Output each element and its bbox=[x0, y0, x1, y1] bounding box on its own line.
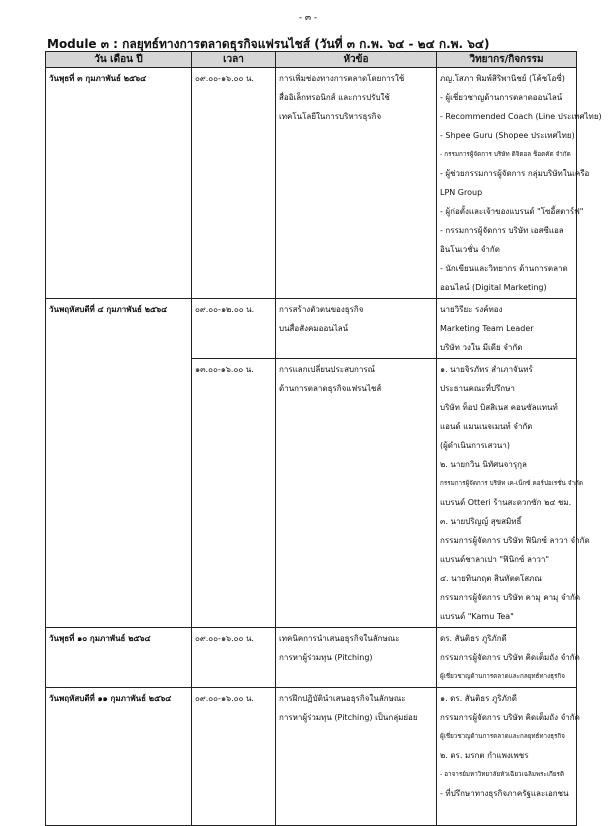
page-number: - ๓ - bbox=[298, 13, 318, 23]
topic-cell bbox=[276, 299, 437, 359]
speaker-line: กรรมการผู้จัดการ บริษัท คิดเต็มถัง จำกัด bbox=[440, 713, 580, 722]
speaker-line: กรรมการผู้จัดการ บริษัท เค-เน็กซ์ คอร์ปอเรชั่น จำกัด bbox=[440, 480, 583, 487]
speaker-line: ๒. ดร. มรกต กำแพงเพชร bbox=[440, 751, 529, 760]
time-cell: ๐๙.๐๐-๑๖.๐๐ น. bbox=[192, 628, 276, 688]
speaker-line: แบรนด์ Otteri ร้านสะดวกซัก ๒๔ ชม. bbox=[440, 498, 572, 507]
topic-cell bbox=[276, 688, 437, 826]
speaker-line: - Recommended Coach (Line ประเทศไทย) bbox=[440, 112, 602, 121]
schedule-table bbox=[45, 51, 602, 826]
date-cell: วันพุธที่ ๓ กุมภาพันธ์ ๒๕๖๔ bbox=[46, 68, 192, 299]
topic-line: การแลกเปลี่ยนประสบการณ์ bbox=[279, 365, 376, 374]
date-cell: วันพุธที่ ๑๐ กุมภาพันธ์ ๒๕๖๔ bbox=[46, 628, 192, 688]
speaker-line: ๒. นายกวิน นิทัศนจารุกุล bbox=[440, 460, 527, 469]
speaker-cell bbox=[437, 628, 580, 688]
topic-cell bbox=[276, 68, 437, 299]
speaker-line: - กรรมการผู้จัดการ บริษัท เอสซีแอล bbox=[440, 226, 564, 235]
topic-line: การฝึกปฏิบัตินำเสนอธุรกิจในลักษณะ bbox=[279, 694, 406, 703]
speaker-line: - นักเขียนและวิทยากร ด้านการตลาด bbox=[440, 264, 568, 273]
speaker-line: ๓. นายปริญญ์ สุขสมิทธิ์ bbox=[440, 517, 522, 526]
speaker-line: ภญ.โสภา พิมพ์สิริพานิชย์ (โค้ชโอซี่) bbox=[440, 74, 565, 83]
speaker-line: กรรมการผู้จัดการ บริษัท คามุ คามุ จำกัด bbox=[440, 593, 581, 602]
speaker-cell bbox=[437, 359, 590, 628]
speaker-line: - อาจารย์มหาวิทยาลัยหัวเฉียวเฉลิมพระเกียรติ bbox=[440, 771, 565, 778]
speaker-line: ผู้เชี่ยวชาญด้านการตลาดและกลยุทธ์ทางธุรกิจ bbox=[440, 733, 565, 740]
table-row bbox=[46, 688, 577, 826]
speaker-cell bbox=[437, 688, 580, 826]
speaker-line: กรรมการผู้จัดการ บริษัท ฟินิกซ์ ลาวา จำกัด bbox=[440, 536, 590, 545]
topic-line: การหาผู้ร่วมทุน (Pitching) bbox=[279, 653, 373, 662]
speaker-line: - ผู้เชี่ยวชาญด้านการตลาดออนไลน์ bbox=[440, 93, 563, 102]
speaker-line: - ที่ปรึกษาทางธุรกิจภาครัฐและเอกชน bbox=[440, 789, 569, 798]
speaker-line: LPN Group bbox=[440, 188, 483, 197]
speaker-line: นายวิรียะ รงค์ทอง bbox=[440, 305, 503, 314]
topic-line: เทคนิคการนำเสนอธุรกิจในลักษณะ bbox=[279, 634, 400, 643]
date-cell: วันพฤหัสบดีที่ ๔ กุมภาพันธ์ ๒๕๖๔ bbox=[46, 299, 192, 628]
time-cell: ๐๙.๐๐-๑๖.๐๐ น. bbox=[192, 68, 276, 299]
topic-line: การหาผู้ร่วมทุน (Pitching) เป็นกลุ่มย่อย bbox=[279, 713, 418, 722]
table-row bbox=[46, 68, 577, 299]
time-cell: ๐๙.๐๐-๑๒.๐๐ น. bbox=[192, 299, 276, 359]
header-speaker: วิทยากร/กิจกรรม bbox=[437, 52, 577, 68]
speaker-line: บริษัท วงใน มีเดีย จำกัด bbox=[440, 343, 523, 352]
speaker-line: - ผู้ช่วยกรรมการผู้จัดการ กลุ่มบริษัทในเครือ bbox=[440, 169, 590, 178]
time-cell: ๑๓.๐๐-๑๖.๐๐ น. bbox=[192, 359, 276, 628]
speaker-line: แบรนด์ "Kamu Tea" bbox=[440, 612, 514, 621]
speaker-line: ออนไลน์ (Digital Marketing) bbox=[440, 283, 547, 292]
topic-line: บนสื่อสังคมออนไลน์ bbox=[279, 324, 349, 333]
speaker-line: ๑. นายจิรภัทร สำเภาจันทร์ bbox=[440, 365, 533, 374]
topic-line: สื่ออิเล็กทรอนิกส์ และการปรับใช้ bbox=[279, 93, 390, 102]
time-cell: ๐๙.๐๐-๑๖.๐๐ น. bbox=[192, 688, 276, 826]
speaker-line: ๔. นายทินกฤต สินทัตตโสภณ bbox=[440, 574, 542, 583]
topic-cell bbox=[276, 628, 437, 688]
speaker-line: กรรมการผู้จัดการ บริษัท คิดเต็มถัง จำกัด bbox=[440, 653, 580, 662]
header-topic: หัวข้อ bbox=[276, 52, 437, 68]
speaker-line: อินโนเวชั่น จำกัด bbox=[440, 245, 500, 254]
speaker-line: Marketing Team Leader bbox=[440, 324, 534, 333]
topic-line: เทคโนโลยีในการบริหารธุรกิจ bbox=[279, 112, 382, 121]
speaker-cell bbox=[437, 68, 602, 299]
speaker-line: - กรรมการผู้จัดการ บริษัท ดิจิตอล ช็อตคัต จำกัด bbox=[440, 151, 571, 158]
header-time: เวลา bbox=[192, 52, 276, 68]
speaker-line: แอนด์ แมนเนจเมนท์ จำกัด bbox=[440, 422, 533, 431]
speaker-line: แบรนด์ชาลาเปา "ฟินิกซ์ ลาวา" bbox=[440, 555, 550, 564]
speaker-line: ดร. สันติธร ภูริภักดี bbox=[440, 634, 507, 643]
date-cell: วันพฤหัสบดีที่ ๑๑ กุมภาพันธ์ ๒๕๖๔ bbox=[46, 688, 192, 826]
header-row bbox=[46, 52, 577, 68]
topic-line: การเพิ่มช่องทางการตลาดโดยการใช้ bbox=[279, 74, 405, 83]
speaker-line: บริษัท ท็อป บิสสิเนส คอนซัลแทนท์ bbox=[440, 403, 558, 412]
module-title: Module ๓ : กลยุทธ์ทางการตลาดธุรกิจแฟรนไชส์ (วันที่ ๓ ก.พ. ๖๔ - ๒๔ ก.พ. ๖๔) bbox=[47, 37, 490, 51]
speaker-line: (ผู้ดำเนินการเสวนา) bbox=[440, 441, 510, 450]
speaker-line: ประธานคณะที่ปรึกษา bbox=[440, 384, 515, 393]
speaker-line: - ผู้ก่อตั้งและเจ้าของแบรนด์ "โซอี้สตาร์ฟ" bbox=[440, 207, 584, 216]
topic-line: การสร้างตัวตนของธุรกิจ bbox=[279, 305, 364, 314]
speaker-cell bbox=[437, 299, 577, 359]
topic-line: ด้านการตลาดธุรกิจแฟรนไชส์ bbox=[279, 384, 382, 393]
table-row bbox=[46, 628, 577, 688]
speaker-line: ผู้เชี่ยวชาญด้านการตลาดและกลยุทธ์ทางธุรกิจ bbox=[440, 673, 565, 680]
header-date: วัน เดือน ปี bbox=[46, 52, 192, 68]
speaker-line: - Shpee Guru (Shopee ประเทศไทย) bbox=[440, 131, 575, 140]
speaker-line: ๑. ดร. สันติธร ภูริภักดี bbox=[440, 694, 517, 703]
table-row bbox=[46, 299, 577, 359]
topic-cell bbox=[276, 359, 437, 628]
